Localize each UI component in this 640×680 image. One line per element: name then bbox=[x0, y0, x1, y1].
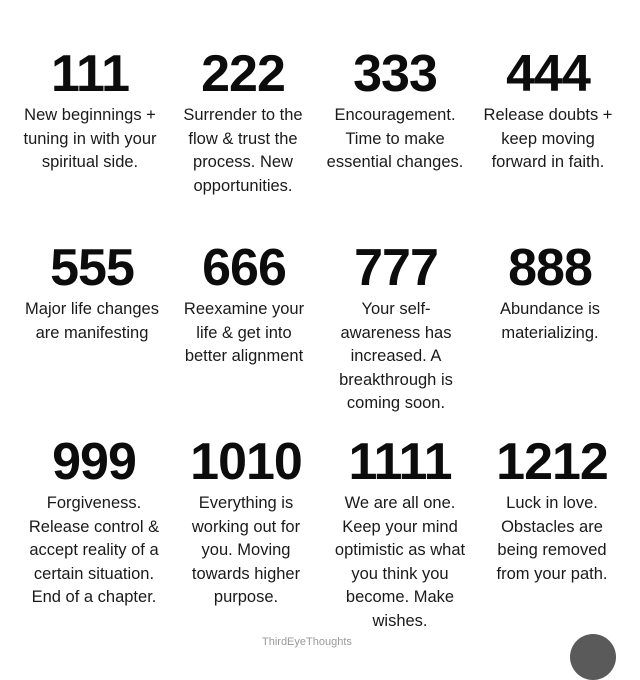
number-heading: 1111 bbox=[348, 433, 452, 491]
number-card-1010 bbox=[169, 434, 323, 610]
number-card-555 bbox=[15, 240, 169, 345]
number-description: Major life changes are manifesting bbox=[25, 300, 159, 342]
number-description: Encouragement. Time to make essential changes. bbox=[326, 106, 464, 171]
number-description: Abundance is materializing. bbox=[500, 300, 600, 342]
number-heading: 666 bbox=[202, 239, 286, 297]
number-card-1111 bbox=[323, 434, 477, 633]
number-heading: 333 bbox=[353, 45, 437, 103]
number-card-777 bbox=[319, 240, 473, 416]
number-card-1212 bbox=[475, 434, 629, 586]
number-heading: 999 bbox=[52, 433, 136, 491]
number-card-999 bbox=[17, 434, 171, 610]
number-heading: 1010 bbox=[190, 433, 302, 491]
number-description: Everything is working out for you. Moving towards higher purpose. bbox=[191, 494, 301, 606]
number-heading: 222 bbox=[201, 45, 285, 103]
number-card-333 bbox=[318, 46, 472, 175]
floating-circle-button[interactable] bbox=[570, 634, 616, 680]
number-description: Forgiveness. Release control & accept reality of a certain situation. End of a chapter. bbox=[28, 494, 160, 606]
number-heading: 777 bbox=[354, 239, 438, 297]
number-heading: 555 bbox=[50, 239, 134, 297]
number-description: New beginnings + tuning in with your spiritual side. bbox=[23, 106, 157, 171]
number-card-888 bbox=[473, 240, 627, 345]
number-heading: 444 bbox=[506, 45, 590, 103]
number-heading: 888 bbox=[508, 239, 592, 297]
number-card-111 bbox=[13, 46, 167, 175]
number-description: Your self-awareness has increased. A breakthrough is coming soon. bbox=[339, 300, 453, 412]
number-description: Luck in love. Obstacles are being removed from your path. bbox=[496, 494, 608, 583]
number-card-666 bbox=[167, 240, 321, 369]
number-card-444 bbox=[471, 46, 625, 175]
watermark-text: ThirdEyeThoughts bbox=[262, 636, 352, 648]
number-heading: 111 bbox=[50, 45, 130, 103]
number-description: Release doubts + keep moving forward in faith. bbox=[483, 106, 613, 171]
number-description: We are all one. Keep your mind optimistic as what you think you become. Make wishes. bbox=[334, 494, 466, 630]
number-heading: 1212 bbox=[496, 433, 608, 491]
number-description: Surrender to the flow & trust the process. New opportunities. bbox=[183, 106, 303, 195]
number-description: Reexamine your life & get into better alignment bbox=[183, 300, 305, 365]
number-card-222 bbox=[166, 46, 320, 198]
